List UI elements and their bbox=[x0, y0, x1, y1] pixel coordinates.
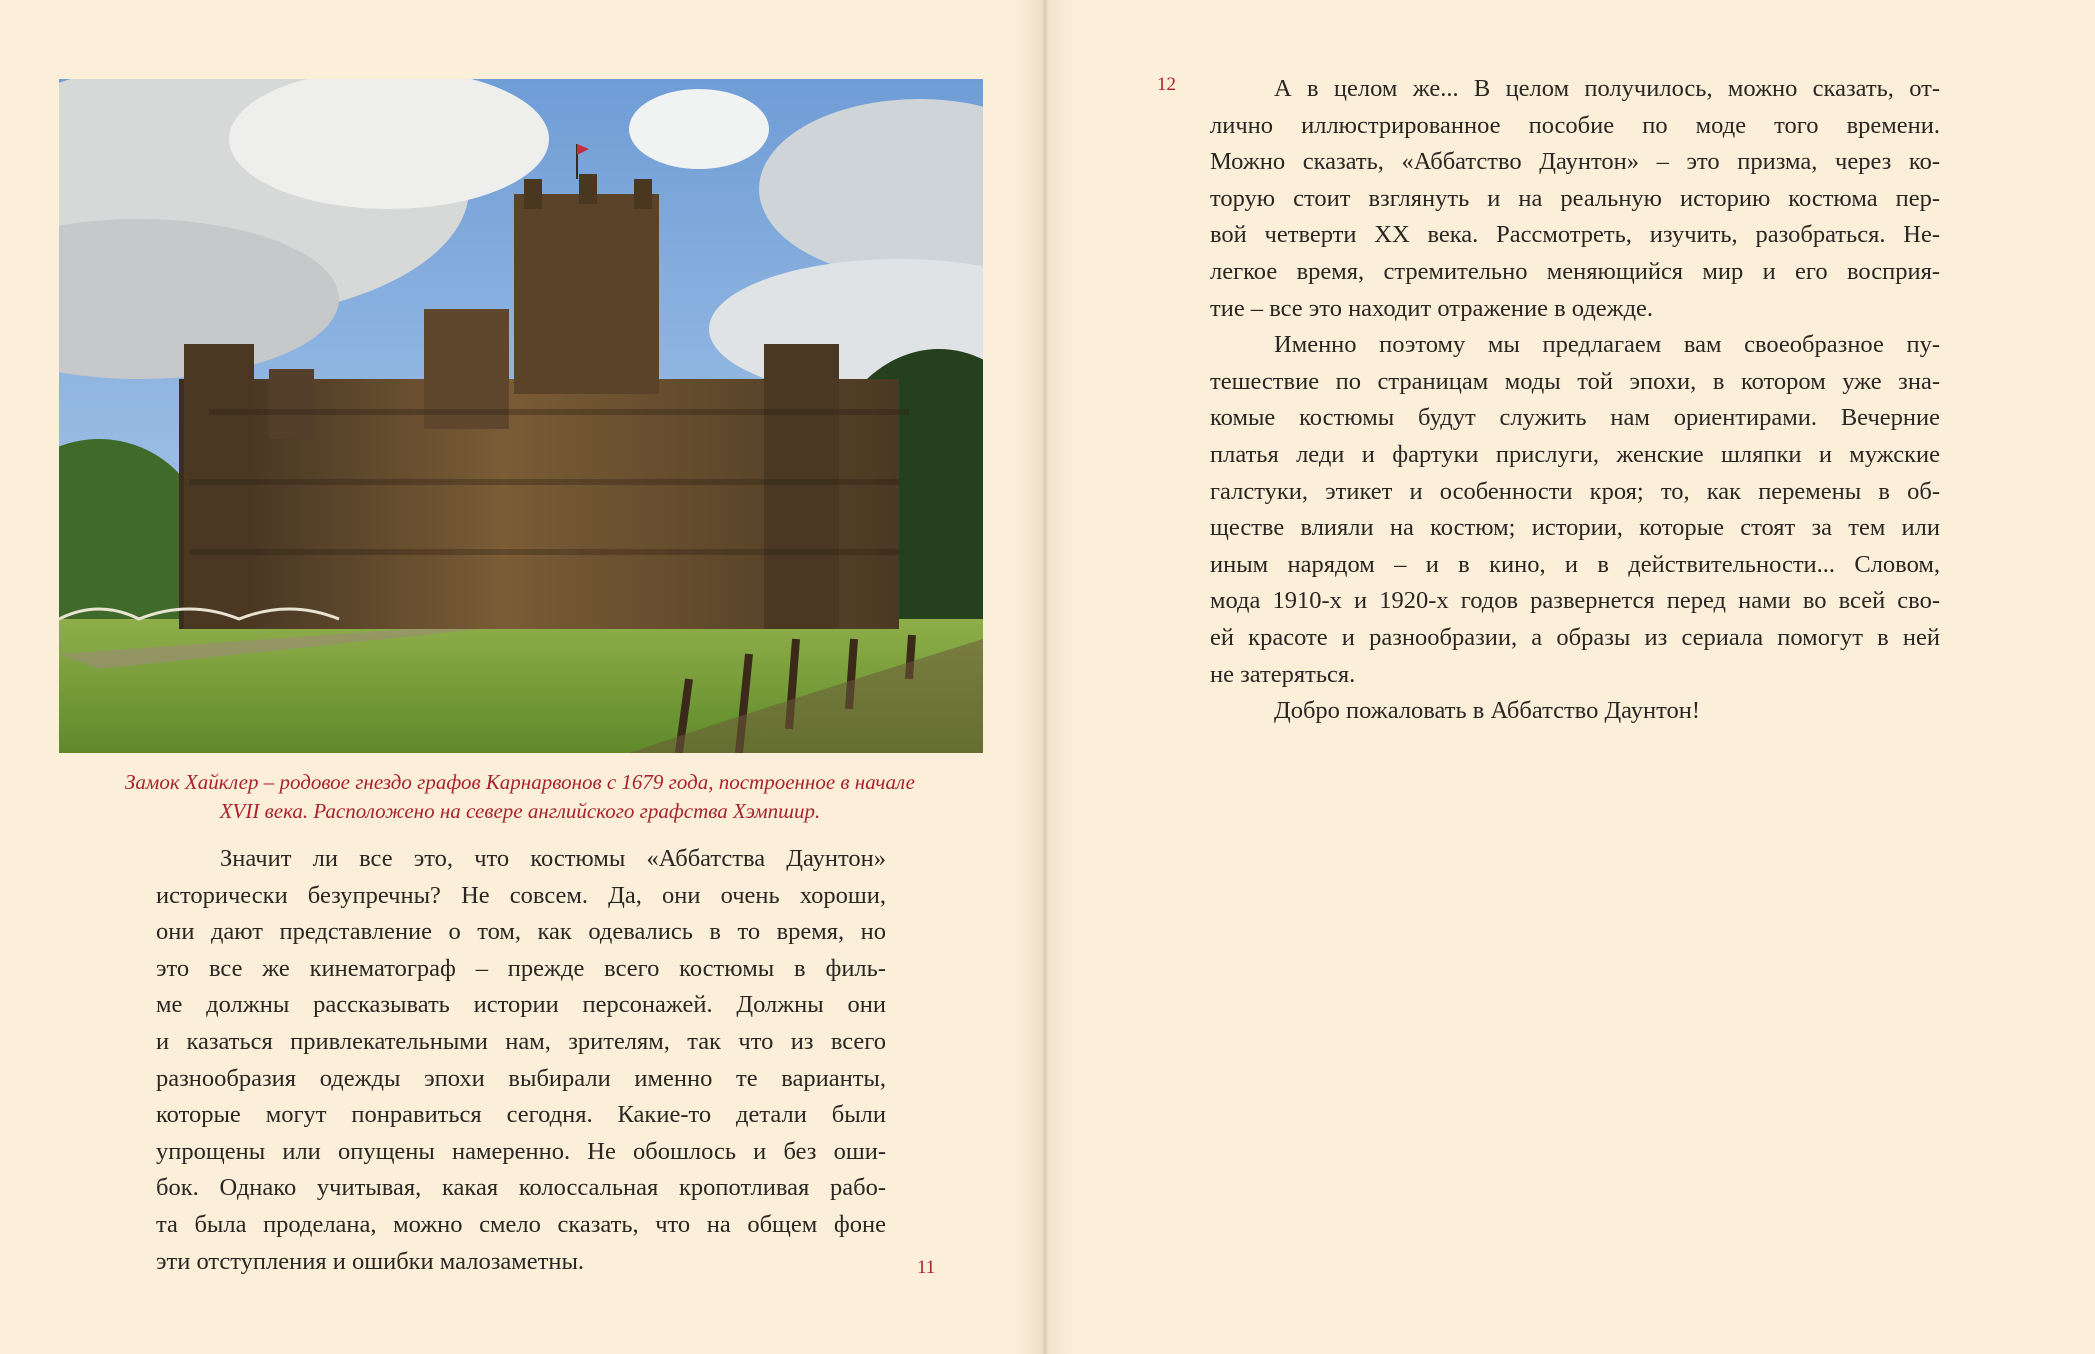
text-line: ществе влияли на костюм; истории, которые стоят за тем или bbox=[1210, 514, 1940, 542]
left-body-text bbox=[156, 841, 886, 1280]
text-line: иным нарядом – и в кино, и в действительности... Словом, bbox=[1210, 550, 1940, 578]
text-line: это все же кинематограф – прежде всего костюмы в филь- bbox=[156, 954, 886, 982]
text-line: Значит ли все это, что костюмы «Аббатства Даунтон» bbox=[220, 845, 886, 872]
text-line: разнообразия одежды эпохи выбирали именно те варианты, bbox=[156, 1064, 886, 1092]
text-line: Именно поэтому мы предлагаем вам своеобразное пу- bbox=[1274, 331, 1940, 359]
text-line: они дают представление о том, как одевались в то время, но bbox=[156, 918, 886, 946]
text-line: ей красоте и разнообразии, а образы из сериала помогут в ней bbox=[1210, 623, 1940, 651]
text-line: ме должны рассказывать истории персонажей. Должны они bbox=[156, 991, 886, 1019]
text-line: торую стоит взглянуть и на реальную историю костюма пер- bbox=[1210, 184, 1940, 212]
right-body-text bbox=[1210, 71, 1940, 730]
photo-caption bbox=[80, 768, 960, 826]
text-line: вой четверти XX века. Рассмотреть, изучить, разобраться. Не- bbox=[1210, 221, 1940, 249]
text-line: мода 1910-х и 1920-х годов развернется перед нами во всей сво- bbox=[1210, 587, 1940, 615]
text-line: галстуки, этикет и особенности кроя; то, как перемены в об- bbox=[1210, 477, 1940, 505]
text-line: платья леди и фартуки прислуги, женские шляпки и мужские bbox=[1210, 440, 1940, 468]
caption-line: XVII века. Расположено на севере английского графства Хэмпшир. bbox=[219, 799, 821, 823]
text-line: бок. Однако учитывая, какая колоссальная кропотливая рабо- bbox=[156, 1174, 886, 1202]
text-line: легкое время, стремительно меняющийся мир и его восприя- bbox=[1210, 257, 1940, 285]
page-number-left: 11 bbox=[917, 1257, 936, 1278]
caption-line: Замок Хайклер – родовое гнездо графов Карнарвонов с 1679 года, построенное в начале bbox=[125, 770, 915, 794]
text-line: не затеряться. bbox=[1210, 660, 1356, 688]
text-line: А в целом же... В целом получилось, можно сказать, от- bbox=[1274, 75, 1940, 102]
text-line: комые костюмы будут служить нам ориентирами. Вечерние bbox=[1210, 404, 1940, 432]
left-page bbox=[0, 0, 1045, 1354]
castle-photo bbox=[59, 79, 983, 753]
text-line: та была проделана, можно смело сказать, что на общем фоне bbox=[156, 1210, 886, 1238]
text-line: тие – все это находит отражение в одежде. bbox=[1210, 294, 1654, 322]
text-line: упрощены или опущены намеренно. Не обошлось и без оши- bbox=[156, 1137, 886, 1165]
text-line: которые могут понравиться сегодня. Какие-то детали были bbox=[156, 1101, 886, 1129]
text-line: Добро пожаловать в Аббатство Даунтон! bbox=[1274, 697, 1701, 725]
text-line: исторически безупречны? Не совсем. Да, они очень хороши, bbox=[156, 881, 886, 909]
page-number-right: 12 bbox=[1157, 74, 1176, 95]
text-line: тешествие по страницам моды той эпохи, в котором уже зна- bbox=[1210, 367, 1940, 395]
text-line: эти отступления и ошибки малозаметны. bbox=[156, 1247, 585, 1275]
text-line: лично иллюстрированное пособие по моде того времени. bbox=[1210, 111, 1940, 139]
text-line: Можно сказать, «Аббатство Даунтон» – это призма, через ко- bbox=[1210, 148, 1940, 176]
text-line: и казаться привлекательными нам, зрителям, так что из всего bbox=[156, 1027, 886, 1055]
